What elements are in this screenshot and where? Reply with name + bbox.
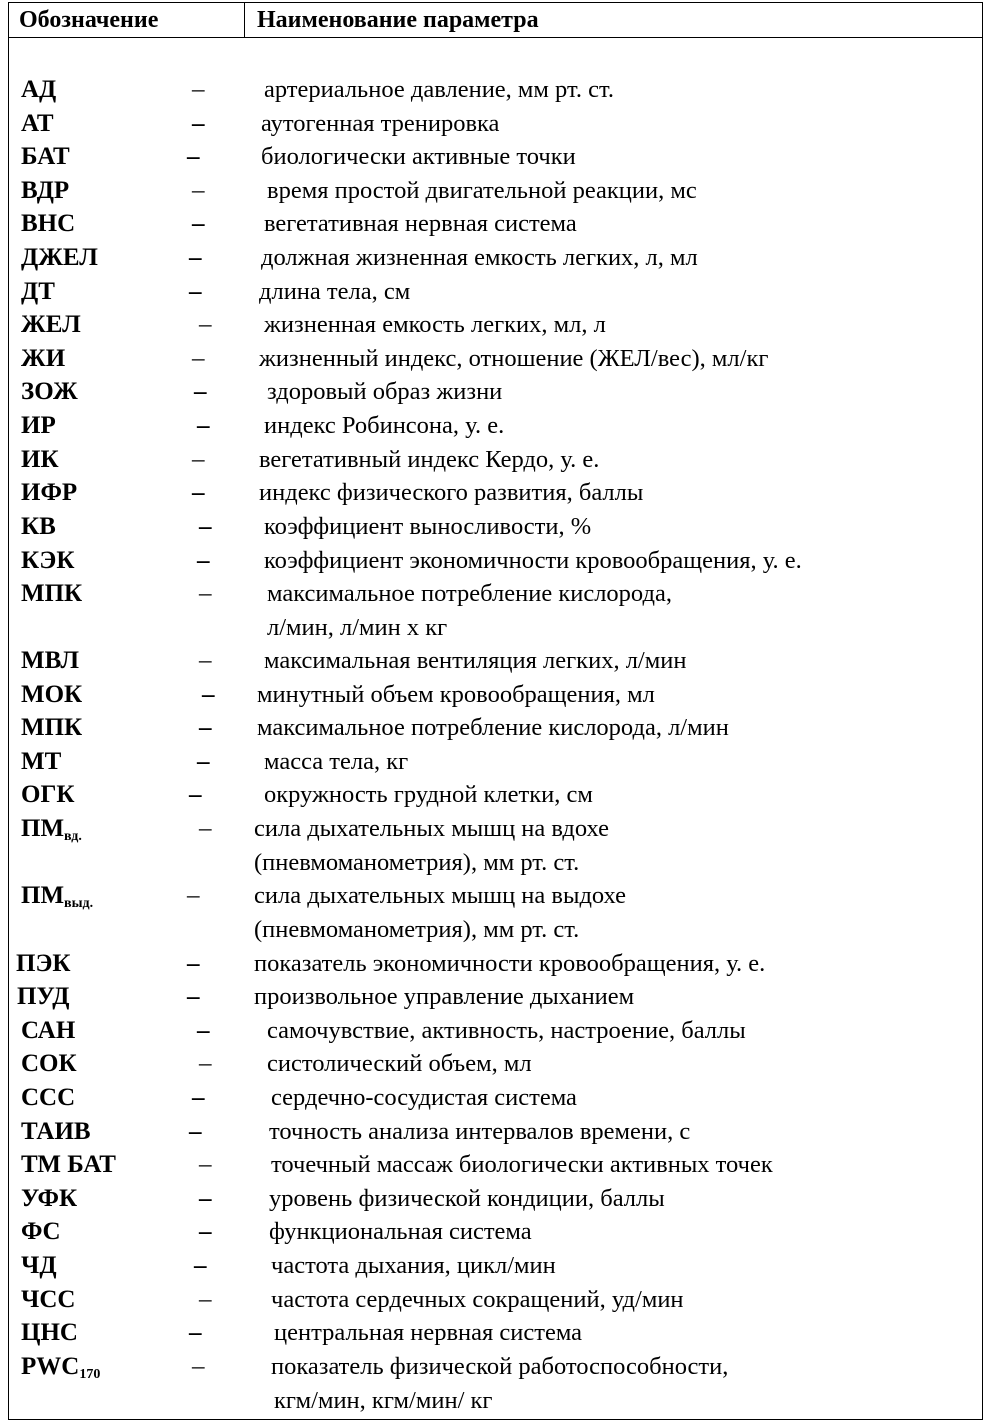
abbreviation [21,476,77,509]
description-line: самочувствие, активность, настроение, баллы [267,1017,746,1044]
description-line: уровень физической кондиции, баллы [269,1185,665,1212]
abbreviation-text: ВДР [21,177,70,204]
description-line: частота дыхания, цикл/мин [271,1252,556,1279]
description-line: время простой двигательной реакции, мс [267,177,697,204]
parameter-description [257,678,655,712]
dash-separator: – [199,1050,212,1077]
description-line: произвольное управление дыханием [254,983,635,1010]
abbreviation [21,745,61,778]
description-line: функциональная система [269,1218,532,1245]
abbreviation [21,207,75,240]
abbreviation-text: ЧД [21,1252,57,1279]
abbreviation-text: ПЭК [16,950,71,977]
dash-separator: – [192,76,205,103]
abbreviation [17,980,69,1013]
abbreviation [21,678,82,711]
parameter-description [264,544,802,578]
abbreviation-text: МПК [21,580,83,607]
list-item [9,980,982,1013]
abbreviation [21,375,78,408]
abbreviation [21,174,69,207]
dash-separator: – [189,1118,202,1145]
abbreviation-text: ОГК [21,781,75,808]
description-line: точечный массаж биологически активных точек [271,1151,773,1178]
abbreviation [21,644,79,677]
list-item [9,644,982,677]
description-line: центральная нервная система [274,1319,583,1346]
abbreviation [21,1182,77,1215]
parameter-description [254,980,634,1014]
description-line: коэффициент выносливости, % [264,513,592,540]
abbreviation-text: PWC [21,1353,80,1380]
list-item [9,1047,982,1080]
description-line: сила дыхательных мышц на вдохе [254,815,609,842]
abbreviations-table [8,2,983,1420]
dash-separator: – [187,950,200,977]
list-item [9,879,982,943]
parameter-description [261,140,576,174]
abbreviation-text: ВНС [21,210,76,237]
description-line: минутный объем кровообращения, мл [257,681,655,708]
description-line: сердечно-сосудистая система [271,1084,577,1111]
header-abbreviation: Обозначение [19,7,159,33]
parameter-description [271,1081,577,1115]
abbreviation-text: МОК [21,681,83,708]
parameter-description [259,443,599,477]
abbreviation [21,1014,75,1047]
list-item [9,140,982,173]
description-line: показатель физической работоспособности, [271,1353,729,1380]
dash-separator: – [199,311,212,338]
list-item [9,73,982,106]
dash-separator: – [192,345,205,372]
parameter-description [259,476,643,510]
abbreviation [21,308,81,341]
list-item [9,1215,982,1248]
dash-separator: – [199,647,212,674]
abbreviation [21,1047,77,1080]
abbreviation [21,1316,78,1349]
dash-separator: – [199,513,212,540]
description-line: индекс физического развития, баллы [259,479,644,506]
parameter-description [259,342,768,376]
parameter-description [264,73,614,107]
list-item [9,1182,982,1215]
list-item [9,1249,982,1282]
dash-separator: – [199,1151,212,1178]
description-line: максимальное потребление кислорода, [267,580,672,607]
abbreviation-text: АД [21,76,57,103]
parameter-description [271,1148,773,1182]
list-item [9,174,982,207]
abbreviation-text: АТ [21,110,54,137]
abbreviation-text: ЧСС [21,1286,76,1313]
list-item [9,1350,982,1414]
abbreviation-text: ЖИ [21,345,66,372]
abbreviation [21,1115,91,1148]
dash-separator: – [192,1084,205,1111]
abbreviation-text: ПМ [21,815,65,842]
abbreviation [21,544,75,577]
list-item [9,107,982,140]
dash-separator: – [189,244,202,271]
abbreviation [21,577,82,610]
dash-separator: – [192,210,205,237]
list-item [9,409,982,442]
abbreviation [21,1350,100,1391]
list-item [9,1115,982,1148]
list-item [9,308,982,341]
parameter-description [271,1283,684,1317]
abbreviation-text: ЖЕЛ [21,311,81,338]
abbreviation [21,1215,61,1248]
description-line: индекс Робинсона, у. е. [264,412,505,439]
abbreviation [21,443,59,476]
list-item [9,711,982,744]
abbreviation-text: ЦНС [21,1319,78,1346]
abbreviation [21,241,98,274]
dash-separator: – [189,278,202,305]
parameter-description [261,107,499,141]
abbreviation-text: ДЖЕЛ [21,244,98,271]
list-item [9,443,982,476]
abbreviation-text: УФК [21,1185,78,1212]
list-item [9,577,982,641]
parameter-description [264,510,591,544]
parameter-description [264,644,686,678]
table-header [9,3,982,38]
dash-separator: – [189,1319,202,1346]
abbreviation [21,275,55,308]
parameter-description [267,1047,532,1081]
description-line-continuation: (пневмоманометрия), мм рт. ст. [254,915,580,943]
parameter-description [274,1316,582,1350]
list-item [9,207,982,240]
list-item [9,510,982,543]
dash-separator: – [199,815,212,842]
header-divider [244,3,245,37]
dash-separator: – [194,1252,207,1279]
parameter-description [269,1215,532,1249]
dash-separator: – [199,1286,212,1313]
abbreviation-text: ИК [21,446,59,473]
abbreviation-subscript: вд. [64,829,82,844]
parameter-description [271,1350,728,1417]
dash-separator: – [192,1353,205,1380]
dash-separator: – [189,781,202,808]
description-line: сила дыхательных мышц на выдохе [254,882,627,909]
description-line: жизненная емкость легких, мл, л [264,311,606,338]
abbreviation-subscript: 170 [79,1367,101,1382]
list-item [9,1316,982,1349]
abbreviation [21,140,70,173]
abbreviation [21,812,82,853]
parameter-description [264,745,408,779]
list-item [9,778,982,811]
parameter-description [254,879,626,946]
parameter-description [264,308,606,342]
abbreviation-text: ЗОЖ [21,378,78,405]
header-parameter-name: Наименование параметра [257,7,539,33]
abbreviation-text: КВ [21,513,56,540]
description-line: здоровый образ жизни [267,378,503,405]
dash-separator: – [202,681,215,708]
parameter-description [269,1115,690,1149]
parameter-description [271,1249,556,1283]
description-line: вегетативная нервная система [264,210,577,237]
list-item [9,476,982,509]
dash-separator: – [192,479,205,506]
abbreviation [21,711,82,744]
parameter-description [261,241,698,275]
parameter-description [254,812,609,879]
parameter-description [257,711,729,745]
list-item [9,1148,982,1181]
abbreviation-text: МПК [21,714,83,741]
description-line: жизненный индекс, отношение (ЖЕЛ/вес), мл/кг [259,345,769,372]
parameter-description [267,375,502,409]
description-line: аутогенная тренировка [261,110,500,137]
abbreviation [21,1148,116,1181]
abbreviation [21,1283,75,1316]
abbreviation [21,73,56,106]
dash-separator: – [199,714,212,741]
description-line: максимальное потребление кислорода, л/мин [257,714,729,741]
list-item [9,275,982,308]
abbreviation-text: САН [21,1017,76,1044]
abbreviation-text: СОК [21,1050,77,1077]
list-item [9,544,982,577]
dash-separator: – [194,378,207,405]
parameter-description [267,577,672,644]
abbreviation-subscript: выд. [64,896,94,911]
description-line: коэффициент экономичности кровообращения, у. е. [264,547,802,574]
abbreviation-text: КЭК [21,547,75,574]
dash-separator: – [192,177,205,204]
dash-separator: – [187,882,200,909]
abbreviation-text: МТ [21,748,62,775]
parameter-description [269,1182,665,1216]
parameter-description [264,778,593,812]
description-line-continuation: кгм/мин, кгм/мин/ кг [274,1386,493,1414]
dash-separator: – [197,547,210,574]
parameter-description [264,207,577,241]
list-item [9,678,982,711]
dash-separator: – [197,748,210,775]
abbreviation-text: ПМ [21,882,65,909]
abbreviation [21,879,93,920]
abbreviation [21,409,56,442]
parameter-description [264,409,504,443]
description-line: биологически активные точки [261,143,576,170]
list-item [9,745,982,778]
description-line: систолический объем, мл [267,1050,532,1077]
parameter-description [267,1014,746,1048]
abbreviation [21,1081,75,1114]
list-item [9,812,982,876]
abbreviation-text: БАТ [21,143,70,170]
abbreviation-text: ФС [21,1218,61,1245]
description-line: частота сердечных сокращений, уд/мин [271,1286,684,1313]
abbreviation [21,1249,57,1282]
description-line: окружность грудной клетки, см [264,781,593,808]
abbreviation [21,510,56,543]
description-line: должная жизненная емкость легких, л, мл [261,244,698,271]
list-item [9,1283,982,1316]
list-item [9,1014,982,1047]
list-item [9,375,982,408]
description-line: масса тела, кг [264,748,409,775]
abbreviation [21,342,65,375]
dash-separator: – [199,580,212,607]
abbreviation-text: ИФР [21,479,78,506]
list-item [9,947,982,980]
dash-separator: – [199,1185,212,1212]
abbreviation-text: ССС [21,1084,76,1111]
parameter-description [259,275,410,309]
abbreviation [21,778,74,811]
description-line: максимальная вентиляция легких, л/мин [264,647,687,674]
dash-separator: – [197,412,210,439]
dash-separator: – [192,446,205,473]
parameter-description [267,174,697,208]
abbreviation-text: ПУД [17,983,70,1010]
abbreviation-text: ИР [21,412,56,439]
dash-separator: – [187,983,200,1010]
abbreviation-text: ТМ БАТ [21,1151,116,1178]
description-line-continuation: (пневмоманометрия), мм рт. ст. [254,848,580,876]
description-line: показатель экономичности кровообращения, у. е. [254,950,766,977]
description-line: длина тела, см [259,278,411,305]
list-item [9,241,982,274]
abbreviation [16,947,71,980]
abbreviation-text: ТАИВ [21,1118,91,1145]
description-line: точность анализа интервалов времени, с [269,1118,691,1145]
dash-separator: – [192,110,205,137]
description-line: артериальное давление, мм рт. ст. [264,76,614,103]
dash-separator: – [187,143,200,170]
dash-separator: – [199,1218,212,1245]
abbreviation [21,107,54,140]
list-item [9,1081,982,1114]
description-line: вегетативный индекс Кердо, у. е. [259,446,600,473]
abbreviation-text: ДТ [21,278,55,305]
description-line-continuation: л/мин, л/мин х кг [267,613,448,641]
list-item [9,342,982,375]
parameter-description [254,947,765,981]
abbreviation-text: МВЛ [21,647,79,674]
dash-separator: – [197,1017,210,1044]
